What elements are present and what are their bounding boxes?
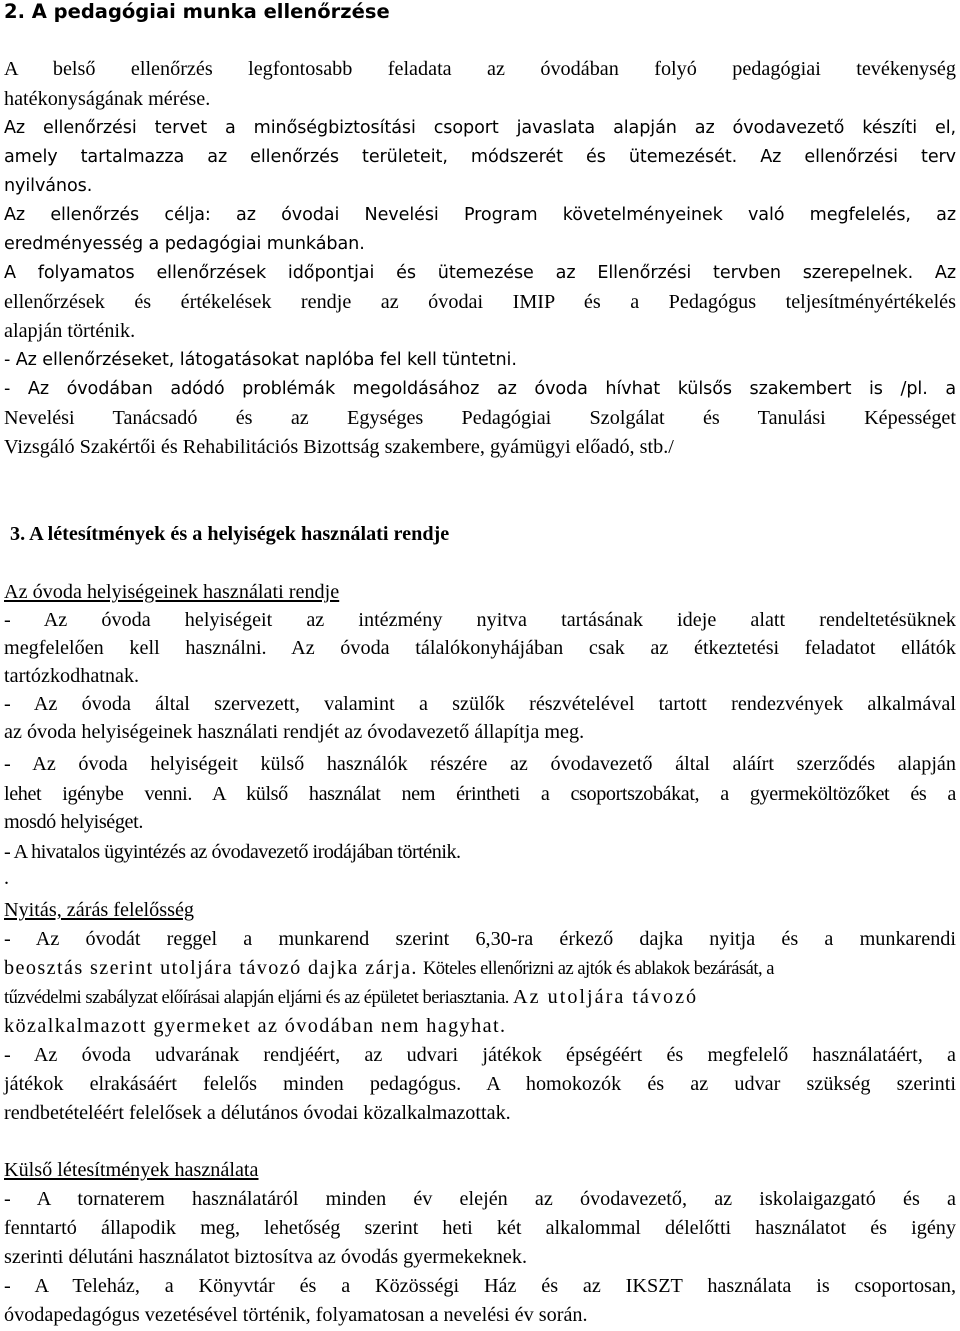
paragraph-line: ellenőrzések és értékelések rendje az óvodai IMIP és a Pedagógus teljesítményértékelés	[4, 291, 956, 313]
paragraph-line	[4, 956, 956, 980]
sentence: beosztás szerint utoljára távozó dajka zárja.	[4, 957, 418, 979]
paragraph-line: .	[4, 867, 10, 889]
paragraph-line: szerinti délutáni használatot biztosítva az óvodás gyermekeknek.	[4, 1246, 528, 1268]
section-3-heading: 3. A létesítmények és a helyiségek használati rendje	[10, 523, 450, 545]
paragraph-line: fenntartó állapodik meg, lehetőség szerint heti két alkalommal délelőtti használatot és igény	[4, 1217, 956, 1239]
paragraph-line: eredményesség a pedagógiai munkában.	[4, 234, 365, 254]
paragraph-line: óvodapedagógus vezetésével történik, folyamatosan a nevelési év során.	[4, 1304, 588, 1326]
paragraph-line	[4, 985, 956, 1009]
paragraph-line: alapján történik.	[4, 320, 136, 342]
paragraph-line: - A tornaterem használatáról minden év elején az óvodavezető, az iskolaigazgató és a	[4, 1188, 956, 1210]
paragraph-line: - A hivatalos ügyintézés az óvodavezető irodájában történik.	[4, 841, 461, 863]
subsection-title: Az óvoda helyiségeinek használati rendje	[4, 581, 340, 603]
paragraph-line: az óvoda helyiségeinek használati rendjét az óvodavezető állapítja meg.	[4, 721, 585, 743]
paragraph-line: közalkalmazott gyermeket az óvodában nem hagyhat.	[4, 1015, 507, 1037]
paragraph-line: Az ellenőrzési tervet a minőségbiztosítási csoport javaslata alapján az óvodavezető készíti el,	[4, 118, 956, 138]
paragraph-line: tartózkodhatnak.	[4, 665, 140, 687]
sentence: Az utoljára távozó	[513, 986, 699, 1008]
paragraph-line: - A Teleház, a Könyvtár és a Közösségi Ház és az IKSZT használata is csoportosan,	[4, 1275, 956, 1297]
subsection-title: Nyitás, zárás felelősség	[4, 899, 195, 921]
paragraph-line: játékok elrakásáért felelős minden pedagógus. A homokozók és az udvar szükség szerinti	[4, 1073, 956, 1095]
paragraph-line: A folyamatos ellenőrzések időpontjai és ütemezése az Ellenőrzési tervben szerepelnek. Az	[4, 263, 956, 283]
paragraph-line: - Az óvoda helyiségeit külső használók részére az óvodavezető által aláírt szerződés alapján	[4, 753, 956, 775]
paragraph-line: nyilvános.	[4, 176, 93, 196]
paragraph-line: Nevelési Tanácsadó és az Egységes Pedagógiai Szolgálat és Tanulási Képességet	[4, 407, 956, 429]
paragraph-line: A belső ellenőrzés legfontosabb feladata az óvodában folyó pedagógiai tevékenység	[4, 58, 956, 80]
section-2-heading: 2. A pedagógiai munka ellenőrzése	[4, 0, 390, 23]
paragraph-line: - Az óvodában adódó problémák megoldásához az óvoda hívhat külsős szakembert is /pl. a	[4, 379, 956, 399]
sentence: tűzvédelmi szabályzat előírásai alapján eljárni és az épületet beriasztania.	[4, 988, 509, 1008]
paragraph-line: - Az óvoda által szervezett, valamint a szülők részvételével tartott rendezvények alkalmával	[4, 693, 956, 715]
paragraph-line: mosdó helyiséget.	[4, 811, 143, 833]
paragraph-line: amely tartalmazza az ellenőrzés területeit, módszerét és ütemezését. Az ellenőrzési terv	[4, 147, 956, 167]
paragraph-line: hatékonyságának mérése.	[4, 88, 211, 110]
paragraph-line: rendbetételéért felelősek a délutános óvodai közalkalmazottak.	[4, 1102, 511, 1124]
paragraph-line: - Az ellenőrzéseket, látogatásokat naplóba fel kell tüntetni.	[4, 350, 517, 370]
sentence: Köteles ellenőrizni az ajtók és ablakok bezárását, a	[422, 959, 774, 979]
subsection-title: Külső létesítmények használata	[4, 1159, 259, 1181]
paragraph-line: - Az óvoda helyiségeit az intézmény nyitva tartásának ideje alatt rendeltetésüknek	[4, 609, 956, 631]
paragraph-line: megfelelően kell használni. Az óvoda tálalókonyhájában csak az étkeztetési feladatot ellátók	[4, 637, 956, 659]
paragraph-line: Az ellenőrzés célja: az óvodai Nevelési Program követelményeinek való megfelelés, az	[4, 205, 956, 225]
paragraph-line: - Az óvoda udvarának rendjéért, az udvari játékok épségéért és megfelelő használatáért, a	[4, 1044, 956, 1066]
paragraph-line: - Az óvodát reggel a munkarend szerint 6,30-ra érkező dajka nyitja és a munkarendi	[4, 928, 956, 950]
paragraph-line: lehet igénybe venni. A külső használat nem érintheti a csoportszobákat, a gyermeköltözőket és a	[4, 783, 956, 805]
paragraph-line: Vizsgáló Szakértői és Rehabilitációs Bizottság szakembere, gyámügyi előadó, stb./	[4, 436, 674, 458]
